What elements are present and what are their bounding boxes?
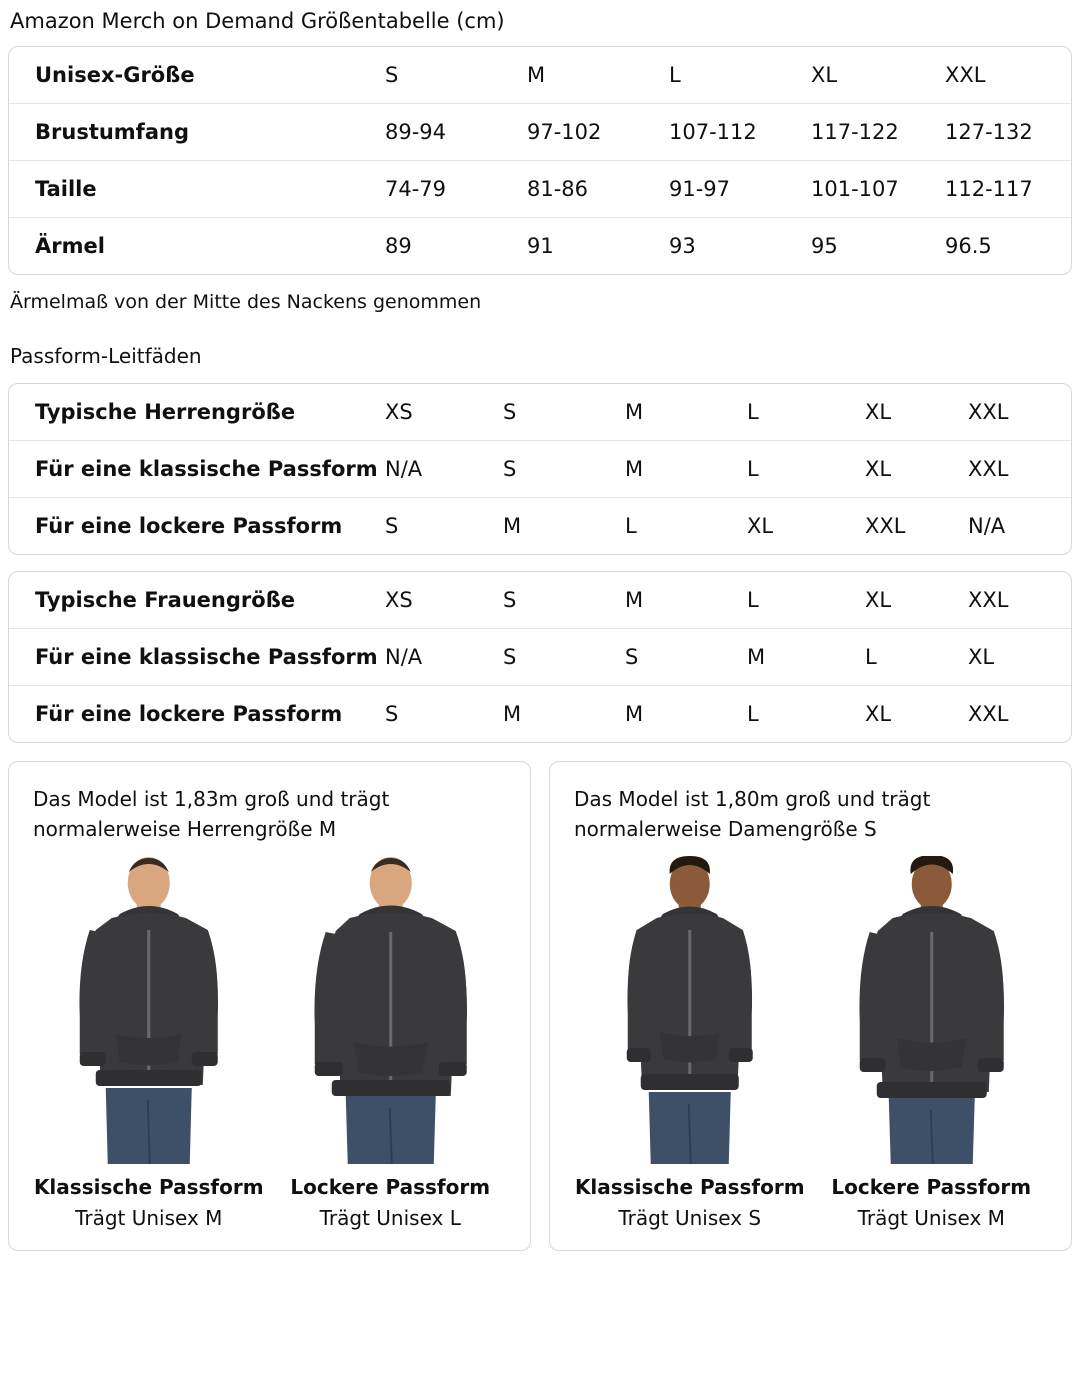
- cell: S: [503, 629, 625, 686]
- female-classic-fit-title: Klassische Passform: [574, 1175, 805, 1199]
- male-model-figures: [33, 856, 506, 1232]
- cell: 101-107: [811, 161, 945, 218]
- cell: M: [625, 441, 747, 498]
- cell: S: [625, 629, 747, 686]
- row-label: Für eine klassische Passform: [9, 441, 385, 498]
- cell: 89: [385, 234, 412, 258]
- cell: XL: [811, 47, 945, 104]
- cell: N/A: [385, 629, 503, 686]
- cell: S: [503, 572, 625, 629]
- cell: 89-94: [385, 104, 527, 161]
- table-row: [9, 498, 1071, 555]
- female-model-loose-fit-hoodie-image: [816, 856, 1048, 1164]
- fit-guides-heading: Passform-Leitfäden: [10, 344, 202, 368]
- cell: L: [747, 702, 759, 726]
- cell: 112-117: [945, 161, 1071, 218]
- male-loose-fit-title: Lockere Passform: [290, 1175, 491, 1199]
- male-loose-fit-subtitle: Trägt Unisex L: [319, 1206, 461, 1230]
- cell: N/A: [968, 514, 1006, 538]
- female-model-caption: Das Model ist 1,80m groß und trägt normalerweise Damengröße S: [574, 787, 931, 841]
- row-label: Für eine lockere Passform: [35, 514, 343, 538]
- model-cards-row: [8, 761, 1072, 1251]
- womens-fit-table: [9, 572, 1071, 742]
- cell: XL: [865, 572, 968, 629]
- cell: M: [503, 702, 522, 726]
- cell: XXL: [968, 572, 1071, 629]
- cell: L: [747, 441, 865, 498]
- female-model-classic-fit-hoodie-image: [574, 856, 806, 1164]
- page-title: Amazon Merch on Demand Größentabelle (cm): [10, 9, 505, 33]
- male-model-loose-fit-hoodie-image: [275, 856, 507, 1164]
- cell: M: [625, 572, 747, 629]
- cell: L: [865, 629, 968, 686]
- cell: XL: [865, 441, 968, 498]
- cell: S: [385, 514, 399, 538]
- male-loose-fit-figure: [275, 856, 507, 1232]
- table-row: [9, 629, 1071, 686]
- cell: XXL: [968, 702, 1009, 726]
- measurement-table-card: [8, 46, 1072, 275]
- cell: XXL: [865, 514, 906, 538]
- row-label: Brustumfang: [9, 104, 385, 161]
- row-label: Ärmel: [35, 234, 105, 258]
- cell: 107-112: [669, 104, 811, 161]
- male-model-caption: Das Model ist 1,83m groß und trägt normalerweise Herrengröße M: [33, 787, 390, 841]
- male-classic-fit-subtitle: Trägt Unisex M: [75, 1206, 223, 1230]
- measurement-table: [9, 47, 1071, 274]
- cell: XXL: [968, 441, 1071, 498]
- cell: M: [625, 702, 644, 726]
- row-label: Für eine lockere Passform: [35, 702, 343, 726]
- cell: 74-79: [385, 161, 527, 218]
- cell: M: [527, 47, 669, 104]
- row-label: Unisex-Größe: [9, 47, 385, 104]
- cell: L: [747, 572, 865, 629]
- male-classic-fit-figure: [33, 856, 265, 1232]
- cell: S: [385, 47, 527, 104]
- cell: 91: [527, 234, 554, 258]
- sleeve-measurement-note: Ärmelmaß von der Mitte des Nackens genommen: [10, 291, 482, 313]
- cell: 117-122: [811, 104, 945, 161]
- cell: S: [385, 702, 399, 726]
- table-row: [9, 384, 1071, 441]
- female-model-figures: [574, 856, 1047, 1232]
- table-row: [9, 104, 1071, 161]
- cell: M: [503, 514, 522, 538]
- female-model-card: [549, 761, 1072, 1251]
- female-loose-fit-figure: [816, 856, 1048, 1232]
- cell: S: [503, 384, 625, 441]
- cell: XXL: [968, 384, 1071, 441]
- cell: XL: [968, 629, 1071, 686]
- male-model-classic-fit-hoodie-image: [33, 856, 265, 1164]
- cell: XS: [385, 384, 503, 441]
- cell: 95: [811, 234, 838, 258]
- mens-fit-table-card: [8, 383, 1072, 555]
- cell: XL: [865, 384, 968, 441]
- cell: 81-86: [527, 161, 669, 218]
- cell: M: [747, 629, 865, 686]
- cell: XL: [747, 514, 774, 538]
- female-classic-fit-subtitle: Trägt Unisex S: [618, 1206, 762, 1230]
- cell: 93: [669, 234, 696, 258]
- male-model-card: [8, 761, 531, 1251]
- cell: 97-102: [527, 104, 669, 161]
- row-label: Taille: [9, 161, 385, 218]
- table-row: [9, 441, 1071, 498]
- mens-fit-table: [9, 384, 1071, 554]
- cell: XL: [865, 702, 892, 726]
- table-row: [9, 218, 1071, 275]
- female-classic-fit-figure: [574, 856, 806, 1232]
- cell: S: [503, 441, 625, 498]
- table-spacer: [8, 555, 1072, 571]
- cell: 96.5: [945, 234, 992, 258]
- cell: L: [747, 384, 865, 441]
- table-row: [9, 161, 1071, 218]
- row-label: Typische Herrengröße: [9, 384, 385, 441]
- table-row: [9, 686, 1071, 743]
- cell: XXL: [945, 47, 1071, 104]
- cell: N/A: [385, 441, 503, 498]
- row-label: Für eine klassische Passform: [9, 629, 385, 686]
- male-classic-fit-title: Klassische Passform: [33, 1175, 264, 1199]
- womens-fit-table-card: [8, 571, 1072, 743]
- row-label: Typische Frauengröße: [9, 572, 385, 629]
- cell: L: [625, 514, 637, 538]
- table-row: [9, 47, 1071, 104]
- cell: 127-132: [945, 104, 1071, 161]
- cell: XS: [385, 572, 503, 629]
- female-loose-fit-subtitle: Trägt Unisex M: [857, 1206, 1005, 1230]
- table-row: [9, 572, 1071, 629]
- cell: M: [625, 384, 747, 441]
- female-loose-fit-title: Lockere Passform: [831, 1175, 1032, 1199]
- cell: 91-97: [669, 161, 811, 218]
- cell: L: [669, 47, 811, 104]
